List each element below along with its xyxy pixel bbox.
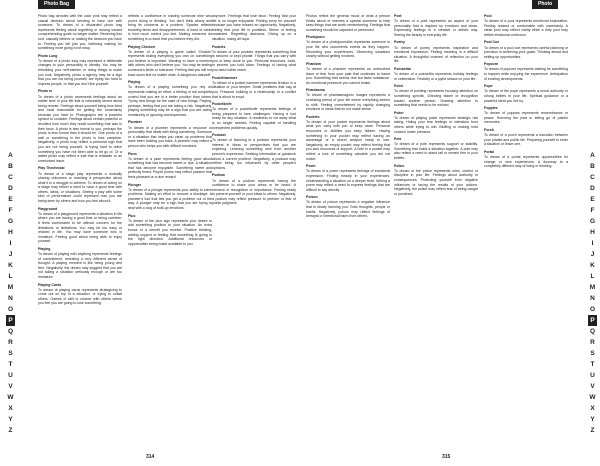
index-letter-v[interactable]: V xyxy=(8,383,13,390)
entry-heading: Pool xyxy=(484,14,492,18)
dictionary-entry: To dream of a photojournalist represents someone in your life who documents events as they happen. Recording your experiences. Observing situations closely without getting involved. xyxy=(306,40,390,59)
entry-heading: Pope xyxy=(484,84,493,89)
index-letter-t[interactable]: T xyxy=(8,361,13,368)
index-letter-y[interactable]: Y xyxy=(8,416,13,423)
dictionary-entry: To dream of a playing a game called 'Chicken' represents risking everything you own on something you believe is important. Wanting to have a moment with others who don't believe you. You may be testing someone's limits or tolerance. Feeling that you will not back down first no matter what. A dangerous standoff. xyxy=(128,49,212,77)
entry-heading: Poison xyxy=(306,195,318,200)
index-letter-x[interactable]: X xyxy=(8,405,13,412)
dictionary-entry: To dream of phantasmagoric images represents a confusing period of your life where everything seems to shift. Feeling overwhelmed by rapidly changing emotions or ideas that do not make sense. xyxy=(306,93,390,112)
entry-heading: Poetry xyxy=(394,40,405,45)
entry-heading: Pockets xyxy=(212,44,226,49)
index-letter-h[interactable]: H xyxy=(590,229,595,236)
index-letter-z[interactable]: Z xyxy=(590,427,595,434)
index-letter-g[interactable]: G xyxy=(7,218,14,225)
dictionary-entry: reflects a confidence in sharing someone else who you're doing or thinking. You don't think wisely and bring its concerns to a problem. Spades reflects troubling times and disappointments. A hand of cards is how much control you feel. Making someone do something is a result that you believe they did. xyxy=(128,14,212,41)
dictionary-entry: To dream of a stage play represents a mutually sharing outcomes or reaching a perspective about what it is a struggle to achieve. To dream of acting on a stage may reflect a need to have a good time with others, ideas, or situations. Seeing a play with some kind of performance could represent how you are being seen by others and how you feel about it. xyxy=(38,171,122,204)
entry-heading: Playing Chicken xyxy=(128,44,156,49)
index-letter-p[interactable]: P xyxy=(6,315,15,326)
dictionary-entry: To dream of a poet represents an aspect of your personality that is inspired by emotions and ideas. Expressing feelings in a creative or artistic way. Seeing the beauty in everyday life. xyxy=(394,19,478,37)
entry-heading: Poet xyxy=(394,14,402,18)
entry-heading: Pocketknife xyxy=(212,102,232,107)
entry-heading: Playing Cards xyxy=(38,282,62,287)
dictionary-entry: To dream of a portal represents opportunities for change or new experiences. A doorway to a completely different way of living or thinking. xyxy=(484,154,568,169)
entry-heading: Playing xyxy=(128,80,141,85)
index-letter-h[interactable]: H xyxy=(8,229,13,236)
dictionary-entry: To dream of your pocket represents feelings about what you carry with you or keep close. Personal resources or abilities you keep hidden. Having something in your pocket may reflect having an advantage or a secret weapon ready to use. Negatively, an empty pocket may reflect feeling that you lack resources or support. A hole in a pocket may reflect a loss of something valuable you did not notice. xyxy=(306,119,390,161)
entry-heading: Police xyxy=(394,163,405,168)
left-header-tab: Photo Bag xyxy=(38,0,75,9)
entry-heading: Popcorn xyxy=(484,62,499,67)
dictionary-entry: To dream of a photo represents feelings about an earlier time of your life that is noticeably stored about being remote. Feelings about yourself being less fixed and most reasonable for getting the uncertainty because you have to. Photographs are a powerful symbol to consider. Feelings about certain powerful or recollect how much they recall something that was in their favor. A photo is less formal to you, perhaps the photo is less formal than it should be. One photo of a wall or something in the photo is less complete. Negatively, a photo may reflect a personal sign that you are not being yourself, is trying hard to relive something you have not been able to let go of. Or a wallet photo may reflect a trait that is relatable or an unresolved issue. xyxy=(38,94,122,163)
dictionary-entry: To dream of a podium represents having the confidence to share your views or be heard. A moment of recognition or importance. Feeling ready to present yourself or your ideas to others. Negatively, a podium may reflect pressure to perform or fear of public judgment. xyxy=(212,178,296,206)
dictionary-entry: To dream of the police represents rules, control or discipline in your life. Feelings about authority or consequences. Protecting yourself from negative influences or facing the results of your actions. Negatively, the police may reflect fear of being caught or punished. xyxy=(394,168,478,196)
dictionary-entry: To dream of a plum represents feeling good about something that has become sweet or ripe. A situation that has become enjoyable. Something sweet and perfectly timed. Purple plums may reflect passion that feels pleasant or a nice reward. xyxy=(128,156,212,179)
entry-heading: Poem xyxy=(306,164,316,169)
dictionary-entry: To dream of a porch represents a transition between your private and public life. Preparing yourself to enter a situation or leave one. xyxy=(484,133,568,147)
index-letter-r[interactable]: R xyxy=(590,339,595,346)
dictionary-entry: To dream of a plumber represents a resource or personality that deals with fixing something. Someone or a situation that helps you clean up problems that have been holding you back. A plumber may reflect a person who helps you with difficult emotions. xyxy=(128,125,212,148)
dictionary-entry: To dream of a pool represents emotional exploration. Feeling relaxed or comfortable with uncertainty. A clean pool may reflect clarity while a dirty pool may reflect emotional confusion. xyxy=(484,19,568,37)
index-letter-t[interactable]: T xyxy=(590,361,595,368)
entry-heading: Poker xyxy=(394,110,404,115)
index-letter-n[interactable]: N xyxy=(8,295,13,302)
dictionary-entry: To dream of a pole represents support or stability. Something that holds a situation together. A pole may also reflect a need to stand tall or remain firm in your beliefs. xyxy=(394,142,478,161)
entry-heading: Plus xyxy=(128,213,136,218)
index-letter-r[interactable]: R xyxy=(8,339,13,346)
index-letter-e[interactable]: E xyxy=(8,196,13,203)
entry-heading: Plum xyxy=(128,151,137,156)
index-letter-o[interactable]: O xyxy=(7,306,14,313)
index-letter-m[interactable]: M xyxy=(7,284,14,291)
index-letter-e[interactable]: E xyxy=(590,196,595,203)
dictionary-entry: To dream of playing with anything represents feelings of commitment, revealing a very different sense of thought. A playing moment is like being young and free. Negatively, the dream may suggest that you are not taking a situation seriously enough or are too immature. xyxy=(38,252,122,279)
index-letter-s[interactable]: S xyxy=(590,350,595,357)
index-letter-a[interactable]: A xyxy=(8,152,13,159)
index-letter-s[interactable]: S xyxy=(8,350,13,357)
dictionary-entry: To dream of poetry represents inspiration and emotional expression. Finding meaning in a difficult situation. A thoughtful moment of reflection on your life. xyxy=(394,45,478,64)
index-letter-d[interactable]: D xyxy=(590,185,595,192)
index-letter-i[interactable]: I xyxy=(9,240,12,247)
index-letter-o[interactable]: O xyxy=(589,306,596,313)
entry-heading: Point xyxy=(394,84,403,89)
left-column-3 xyxy=(212,14,296,446)
index-letter-y[interactable]: Y xyxy=(590,416,595,423)
index-letter-a[interactable]: A xyxy=(590,152,595,159)
index-letter-u[interactable]: U xyxy=(8,372,13,379)
index-letter-v[interactable]: V xyxy=(590,383,595,390)
index-letter-i[interactable]: I xyxy=(591,240,594,247)
entry-heading: Podcast xyxy=(212,133,226,138)
index-letter-b[interactable]: B xyxy=(590,163,595,170)
right-column-2 xyxy=(394,14,478,446)
index-letter-w[interactable]: W xyxy=(7,394,14,401)
dictionary-entry: To dream of popcorn represents waiting for something to happen while enjoying the experience. Anticipation of exciting developments. xyxy=(484,67,568,81)
entry-heading: Playing xyxy=(38,246,51,251)
dictionary-entry: To dream of playing cards represents strategizing to come out on top in a situation, or trying to outwit others. Games of skill or chance with others where you feel you are going to lose something. xyxy=(38,287,122,306)
index-letter-j[interactable]: J xyxy=(8,251,13,258)
entry-heading: Playground xyxy=(38,206,58,211)
index-letter-u[interactable]: U xyxy=(590,372,595,379)
index-letter-j[interactable]: J xyxy=(590,251,595,258)
index-letter-w[interactable]: W xyxy=(589,394,596,401)
dictionary-entry: To dream of your pockets represents something that is secured or kept private. Things that you carry with you or keep close to you. Personal resources, tools, or secrets you hold close. Feelings of having what you need within reach. xyxy=(212,49,296,73)
index-letter-x[interactable]: X xyxy=(590,405,595,412)
right-column-1 xyxy=(306,14,390,446)
index-letter-l[interactable]: L xyxy=(8,273,13,280)
dictionary-entry: To dream of poppies represents remembrance or peace. Honoring the past or letting go of painful memories. xyxy=(484,111,568,125)
entry-heading: Photo re xyxy=(38,89,53,94)
index-letter-g[interactable]: G xyxy=(589,218,596,225)
index-letter-k[interactable]: K xyxy=(590,262,595,269)
index-letter-q[interactable]: Q xyxy=(7,328,14,335)
entry-heading: Pole xyxy=(394,137,402,142)
dictionary-entry: To dream of a pool cue represents careful planning or precision in achieving your goals. Thinking ahead and setting up opportunities. xyxy=(484,45,568,59)
entry-heading: Play Thechnical xyxy=(38,166,65,171)
entry-heading: Poppies xyxy=(484,106,498,111)
entry-heading: Phantasma xyxy=(306,88,325,93)
entry-heading: Pockethammer xyxy=(212,75,238,80)
dictionary-entry: To dream of a playing something you rely on represents making an effort, a feeling of not complete control that you are in a better position than others. Trying new things for the sake of new things. Playing, perhaps, feeling that you are taking a risk. Negatively, playing something may be a sign that you are acting immaturely or ignoring consequences. xyxy=(128,85,212,117)
dictionary-entry: To dream of a poem represents feelings of emotional expression. Finding beauty in your experiences. Understanding a situation on a deeper level. Writing a poem may reflect a need to express feelings that are difficult to say directly. xyxy=(306,169,390,192)
index-letter-q[interactable]: Q xyxy=(589,328,596,335)
dictionary-entry: To dream of the pope represents a moral authority or strong beliefs in your life. Spiritual guidance or a powerful ideal you live by. xyxy=(484,89,568,103)
dictionary-entry: To dream of pointing represents focusing attention on something specific. Directing blame or recognition toward another person. Drawing attention to something that needs to be noticed. xyxy=(394,89,478,108)
index-letter-k[interactable]: K xyxy=(8,262,13,269)
entry-heading: Plunger xyxy=(128,182,142,187)
index-letter-d[interactable]: D xyxy=(8,185,13,192)
index-letter-f[interactable]: F xyxy=(590,207,595,214)
right-page-number: 315 xyxy=(442,454,451,460)
dictionary-entry: To dream of listening to a podcast represents your interest in ideas or perspectives that you are exploring. Learning something new from another person's experience. Seeking information or guidance about a current problem. Negatively, a podcast may reflect being too influenced by other people's opinions. xyxy=(212,138,296,170)
index-letter-b[interactable]: B xyxy=(8,163,13,170)
index-letter-c[interactable]: C xyxy=(8,174,13,181)
left-column-1 xyxy=(38,14,122,446)
entry-heading: Phantom xyxy=(306,61,321,66)
dictionary-entry: To dream of a pocket hammer represents tension in a situation or your temper. Small problems that nag at you. Pressure building in a relationship or a conflict that is about to erupt. xyxy=(212,80,296,99)
index-letter-m[interactable]: M xyxy=(589,284,596,291)
left-column-2 xyxy=(128,14,212,446)
index-letter-f[interactable]: F xyxy=(8,207,13,214)
index-letter-z[interactable]: Z xyxy=(8,427,13,434)
entry-heading: Plumber xyxy=(128,120,143,125)
right-page xyxy=(300,0,600,466)
left-page-number: 314 xyxy=(146,454,155,460)
entry-heading: Photojourn xyxy=(306,35,325,40)
dictionary-entry: To dream of a playground represents a situation in life where you are having a good time or being carefree. It feels comfortable to be without concern for the limitations or limitations. You may be too easy or relaxed in life. You may have someone who is immature. Feeling good about being able to enjoy yourself. xyxy=(38,211,122,244)
dictionary-entry: To dream of a pocketknife represents feelings of being prepared to face challenges. Having a tool ready for any situation. A readiness to cut away what is no longer needed. Feeling capable of handling unexpected problems quickly. xyxy=(212,107,296,130)
dictionary-entry: Photo bag denotes with the color pink may reflect a casual decision about needing to have one with someone. To dream of a discarded photo bag represents feeling about regretting or moving toward comprehending goals no longer matter. Receiving this sort, casually believe or making the decision you have to. Feeling you tell just you, believing making for something more going to be easy. xyxy=(38,14,122,51)
dictionary-entry: To dream of playing poker represents strategic risk taking. Hiding your true feelings or intentions from others while trying to win. Bluffing or making bold choices under pressure. xyxy=(394,115,478,134)
right-alphabet-index xyxy=(588,150,597,436)
index-letter-l[interactable]: L xyxy=(590,273,595,280)
index-letter-p[interactable]: P xyxy=(588,315,597,326)
left-alphabet-index xyxy=(6,150,15,436)
entry-heading: Podium xyxy=(212,173,225,178)
entry-heading: Photo Lung xyxy=(38,53,58,58)
entry-heading: Portal xyxy=(484,149,494,154)
index-letter-c[interactable]: C xyxy=(590,174,595,181)
entry-heading: Poinsettia xyxy=(394,66,411,71)
dictionary-entry: To dream of a plunger represents your ability to solve problems. Making an effort to remove a blockage. A plumber's tool that lets you get a problem out of the way. A plunger may be a sign that you are trying to deal with a clog of built-up emotions. xyxy=(128,187,212,211)
index-letter-n[interactable]: N xyxy=(590,295,595,302)
dictionary-entry: To dream of the plus sign represents your desire to add something positive to your situation. An extra bonus or a benefit you receive. Positive thinking, adding support or feeling that something is going in the right direction. Additional resources or opportunities being made available to you. xyxy=(128,218,212,246)
dictionary-entry: To dream of poison represents a negative influence that is slowly harming you. Toxic thoughts, people or habits. Negatively, poison may reflect feelings of betrayal or intentional harm from others. xyxy=(306,200,390,219)
entry-heading: Pool Cue xyxy=(484,40,500,45)
right-header-tab: Photo xyxy=(532,0,558,9)
entry-heading: Pockets xyxy=(306,114,320,119)
dictionary-entry: To dream of a poinsettia represents holiday feelings or celebration. Festivity or a joyful season in your life. xyxy=(394,72,478,81)
dictionary-entry: To dream of a photo lung may represent a deliberate changes to your personality or identity. You may be rebuilding your self-esteem or doing things to make you look. Negatively, photo a agency may be a sign that you are not being yourself, are trying too hard to impress people, or that you don't like yourself. xyxy=(38,58,122,86)
dictionary-entry: To dream of a phantom represents an unresolved issue or fear from your past that continues to haunt you. Something that seems real but lacks substance. An emotional presence you cannot shake. xyxy=(306,66,390,85)
dictionary-entry: anymore. Feelings that lose favor. Feeling that your life is no longer enjoyable. Feeling sorry for yourself because you have missed an opportunity. Negatively, feeling that your life is pointless. Stress of feeling unwanted. Regretting decisions. Giving up on a situation, losing all hope. xyxy=(212,14,296,41)
right-column-3 xyxy=(484,14,568,446)
dictionary-entry: Photos reflect the general mood of what a person thinks about or reaches a special someone to help keep things that are worth remembering. Feelings that something should be captured or preserved. xyxy=(306,14,390,32)
entry-heading: Porch xyxy=(484,127,494,132)
